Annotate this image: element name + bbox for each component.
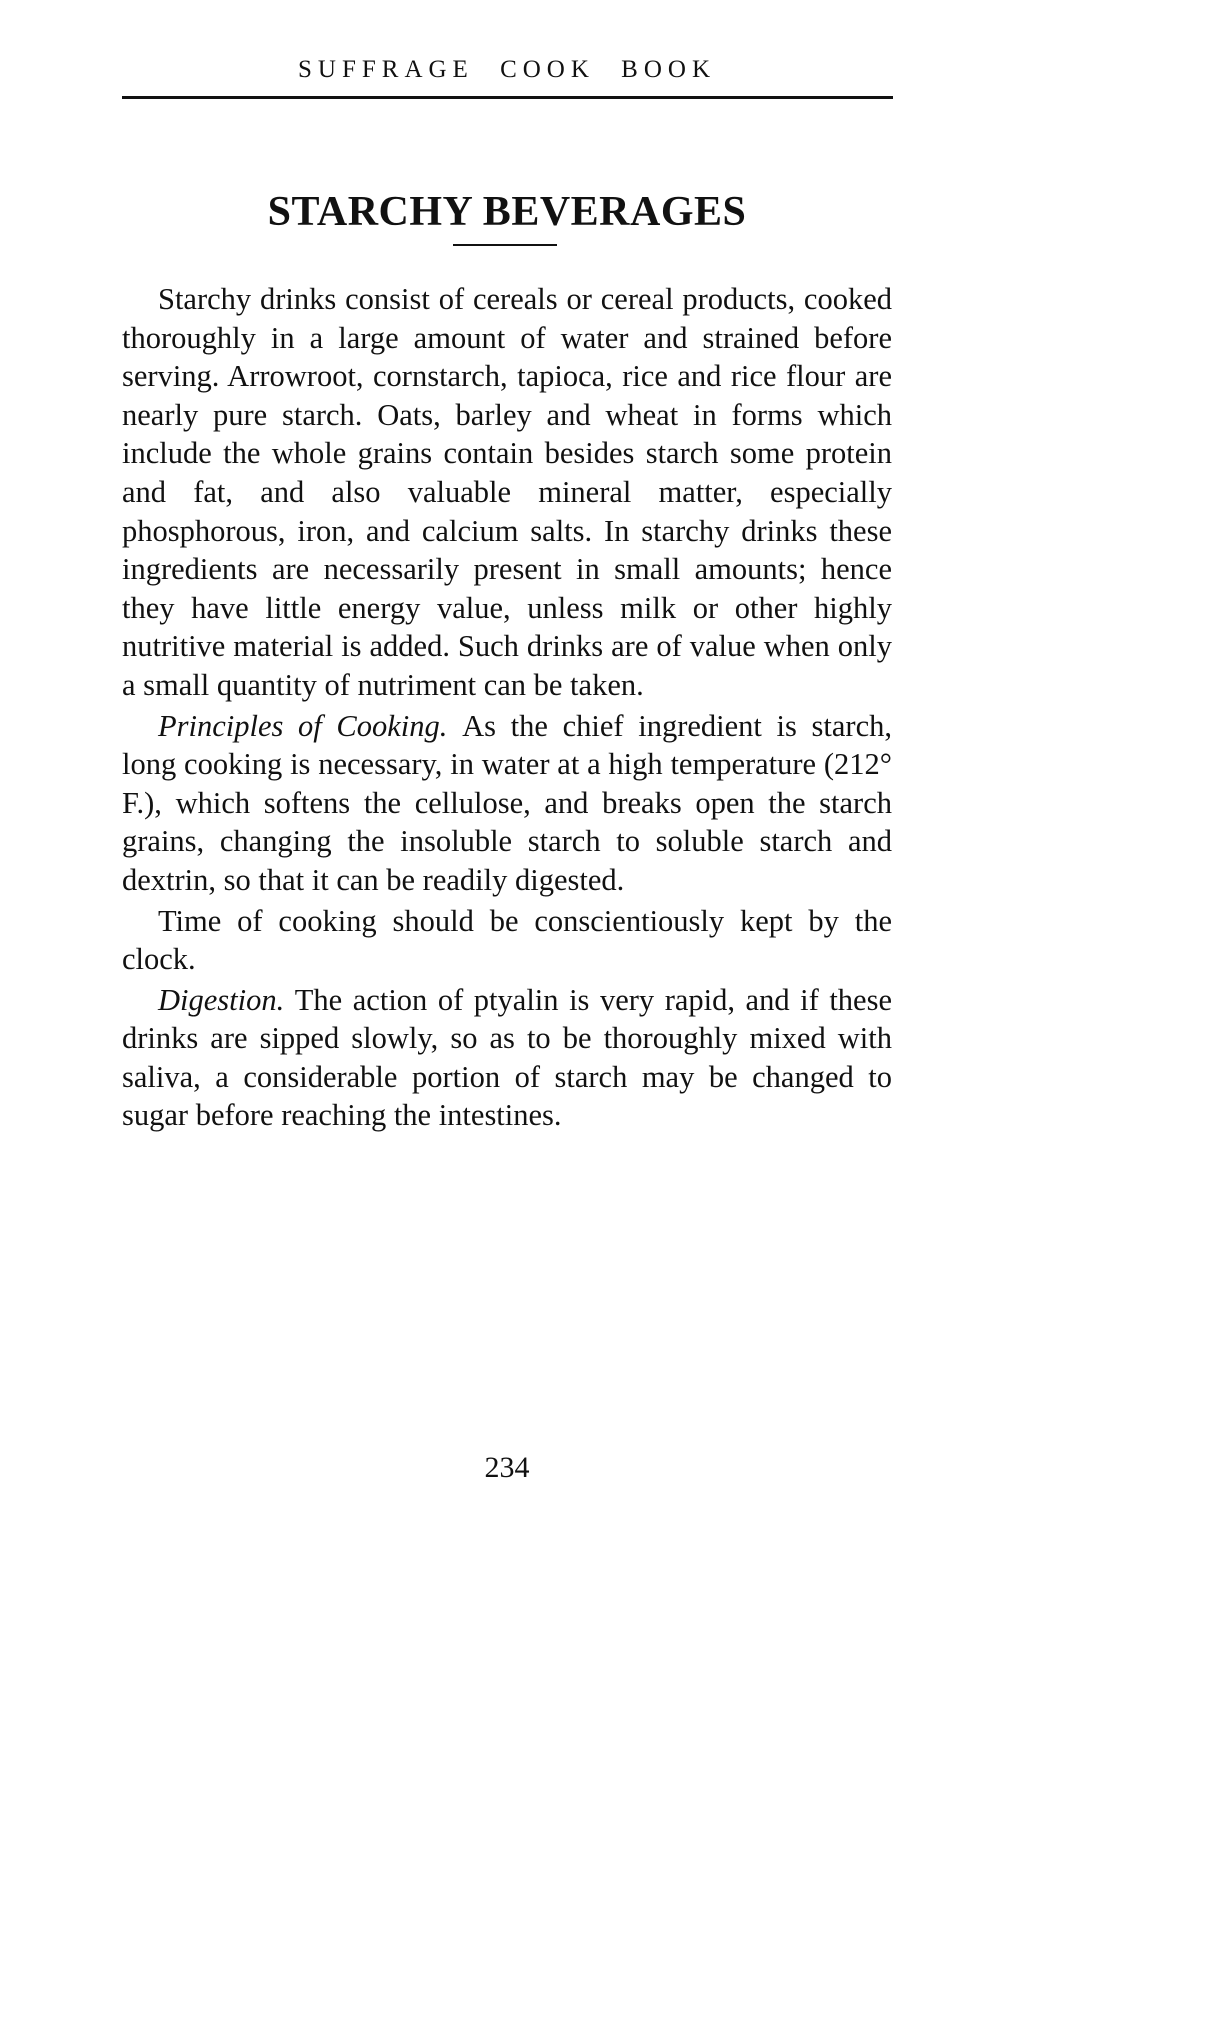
running-head: SUFFRAGE COOK BOOK [298, 56, 716, 83]
paragraph-principles-of-cooking [122, 707, 892, 900]
runin-heading: Digestion. [158, 982, 295, 1017]
paragraph-text: Starchy drinks consist of cereals or cereal products, cooked thoroughly in a large amount of water and strained before serving. Arrowroot, cornstarch, tapioca, rice and rice flour are nearly pure starch. Oats, barley and wheat in forms which include the whole grains contain besides starch some protein and fat, and also valuable mineral matter, especially phosphorous, iron, and calcium salts. In starchy drinks these ingredients are necessarily present in small amounts; hence they have little energy value, unless milk or other highly nutritive material is added. Such drinks are of value when only a small quantity of nutriment can be taken. [122, 282, 892, 702]
runin-heading: Principles of Cooking. [158, 708, 463, 743]
paragraph-digestion [122, 981, 892, 1135]
paragraph-text: The action of ptyalin is very rapid, and if these drinks are sipped slowly, so as to be thoroughly mixed with saliva, a considerable portion of starch may be changed to sugar before reaching the intestines. [122, 982, 892, 1133]
header-rule [122, 96, 893, 99]
chapter-title: STARCHY BEVERAGES [267, 189, 747, 235]
paragraph-text: Time of cooking should be conscientiously kept by the clock. [122, 903, 892, 977]
paragraph-time-of-cooking [122, 902, 892, 979]
paragraph-intro [122, 280, 892, 705]
body-text [122, 280, 892, 1137]
page-number: 234 [484, 1451, 530, 1484]
title-ornament-rule [453, 244, 557, 246]
paragraph-text: As the chief ingredient is starch, long cooking is necessary, in water at a high temperature (212° F.), which softens the cellulose, and breaks open the starch grains, changing the insoluble starch to soluble starch and dextrin, so that it can be readily digested. [122, 708, 893, 897]
